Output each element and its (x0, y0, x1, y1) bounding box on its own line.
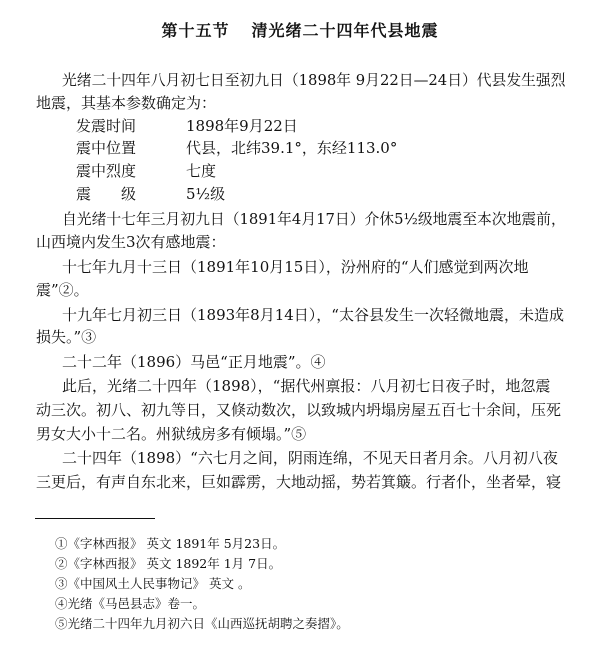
para-5-line-2: 动三次。初八、初九等日，又倏动数次，以致城内坍塌房屋五百七十余间，压死 (36, 401, 562, 419)
param-label-intensity: 震中烈度 (76, 162, 137, 180)
para-4-line-1: 二十二年（1896）马邑“正月地震”。④ (62, 353, 326, 371)
param-value-time: 1898年9月22日 (186, 117, 298, 135)
para-2-line-1: 十七年九月十三日（1891年10月15日），汾州府的“人们感觉到两次地 (62, 258, 529, 276)
footnote-separator (35, 518, 155, 519)
param-value-intensity: 七度 (186, 162, 217, 180)
param-value-location: 代县，北纬39.1°，东经113.0° (186, 139, 398, 157)
para-5-line-1: 此后，光绪二十四年（1898），“据代州禀报：八月初七日夜子时，地忽震 (62, 377, 551, 395)
footnote-2: ②《字林西报》 英文 1892年 1月 7日。 (55, 556, 282, 571)
intro-line-2: 地震，其基本参数确定为： (36, 94, 217, 112)
para-2-line-2: 震”②。 (36, 281, 89, 299)
para-5-line-3: 男女大小十二名。州狱绒房多有倾塌。”⑤ (36, 425, 307, 443)
param-label-location: 震中位置 (76, 139, 137, 157)
para-1-line-1: 自光绪十七年三月初九日（1891年4月17日）介休5½级地震至本次地震前， (62, 210, 566, 228)
intro-line-1: 光绪二十四年八月初七日至初九日（1898年 9月22日—24日）代县发生强烈 (62, 71, 566, 89)
para-6-line-2: 三更后，有声自东北来，巨如霹雳，大地动摇，势若箕簸。行者仆，坐者晕，寝 (36, 473, 562, 491)
param-label-time: 发震时间 (76, 117, 137, 135)
section-title: 清光绪二十四年代县地震 (251, 21, 439, 40)
footnote-4: ④光绪《马邑县志》卷一。 (55, 596, 206, 611)
footnote-5: ⑤光绪二十四年九月初六日《山西巡抚胡聘之奏摺》。 (55, 616, 349, 631)
para-3-line-1: 十九年七月初三日（1893年8月14日），“太谷县发生一次轻微地震，未造成 (62, 306, 564, 324)
footnote-1: ①《字林西报》 英文 1891年 5月23日。 (55, 536, 286, 551)
param-label-magnitude: 震 级 (76, 185, 137, 203)
section-number: 第十五节 (161, 21, 230, 40)
param-value-magnitude: 5½级 (186, 185, 226, 203)
para-1-line-2: 山西境内发生3次有感地震： (36, 233, 226, 251)
section-heading (0, 18, 600, 41)
para-6-line-1: 二十四年（1898）“六七月之间，阴雨连绵，不见天日者月余。八月初八夜 (62, 449, 558, 467)
footnote-3: ③《中国风土人民事物记》 英文 。 (55, 576, 251, 591)
para-3-line-2: 损失。”③ (36, 328, 97, 346)
